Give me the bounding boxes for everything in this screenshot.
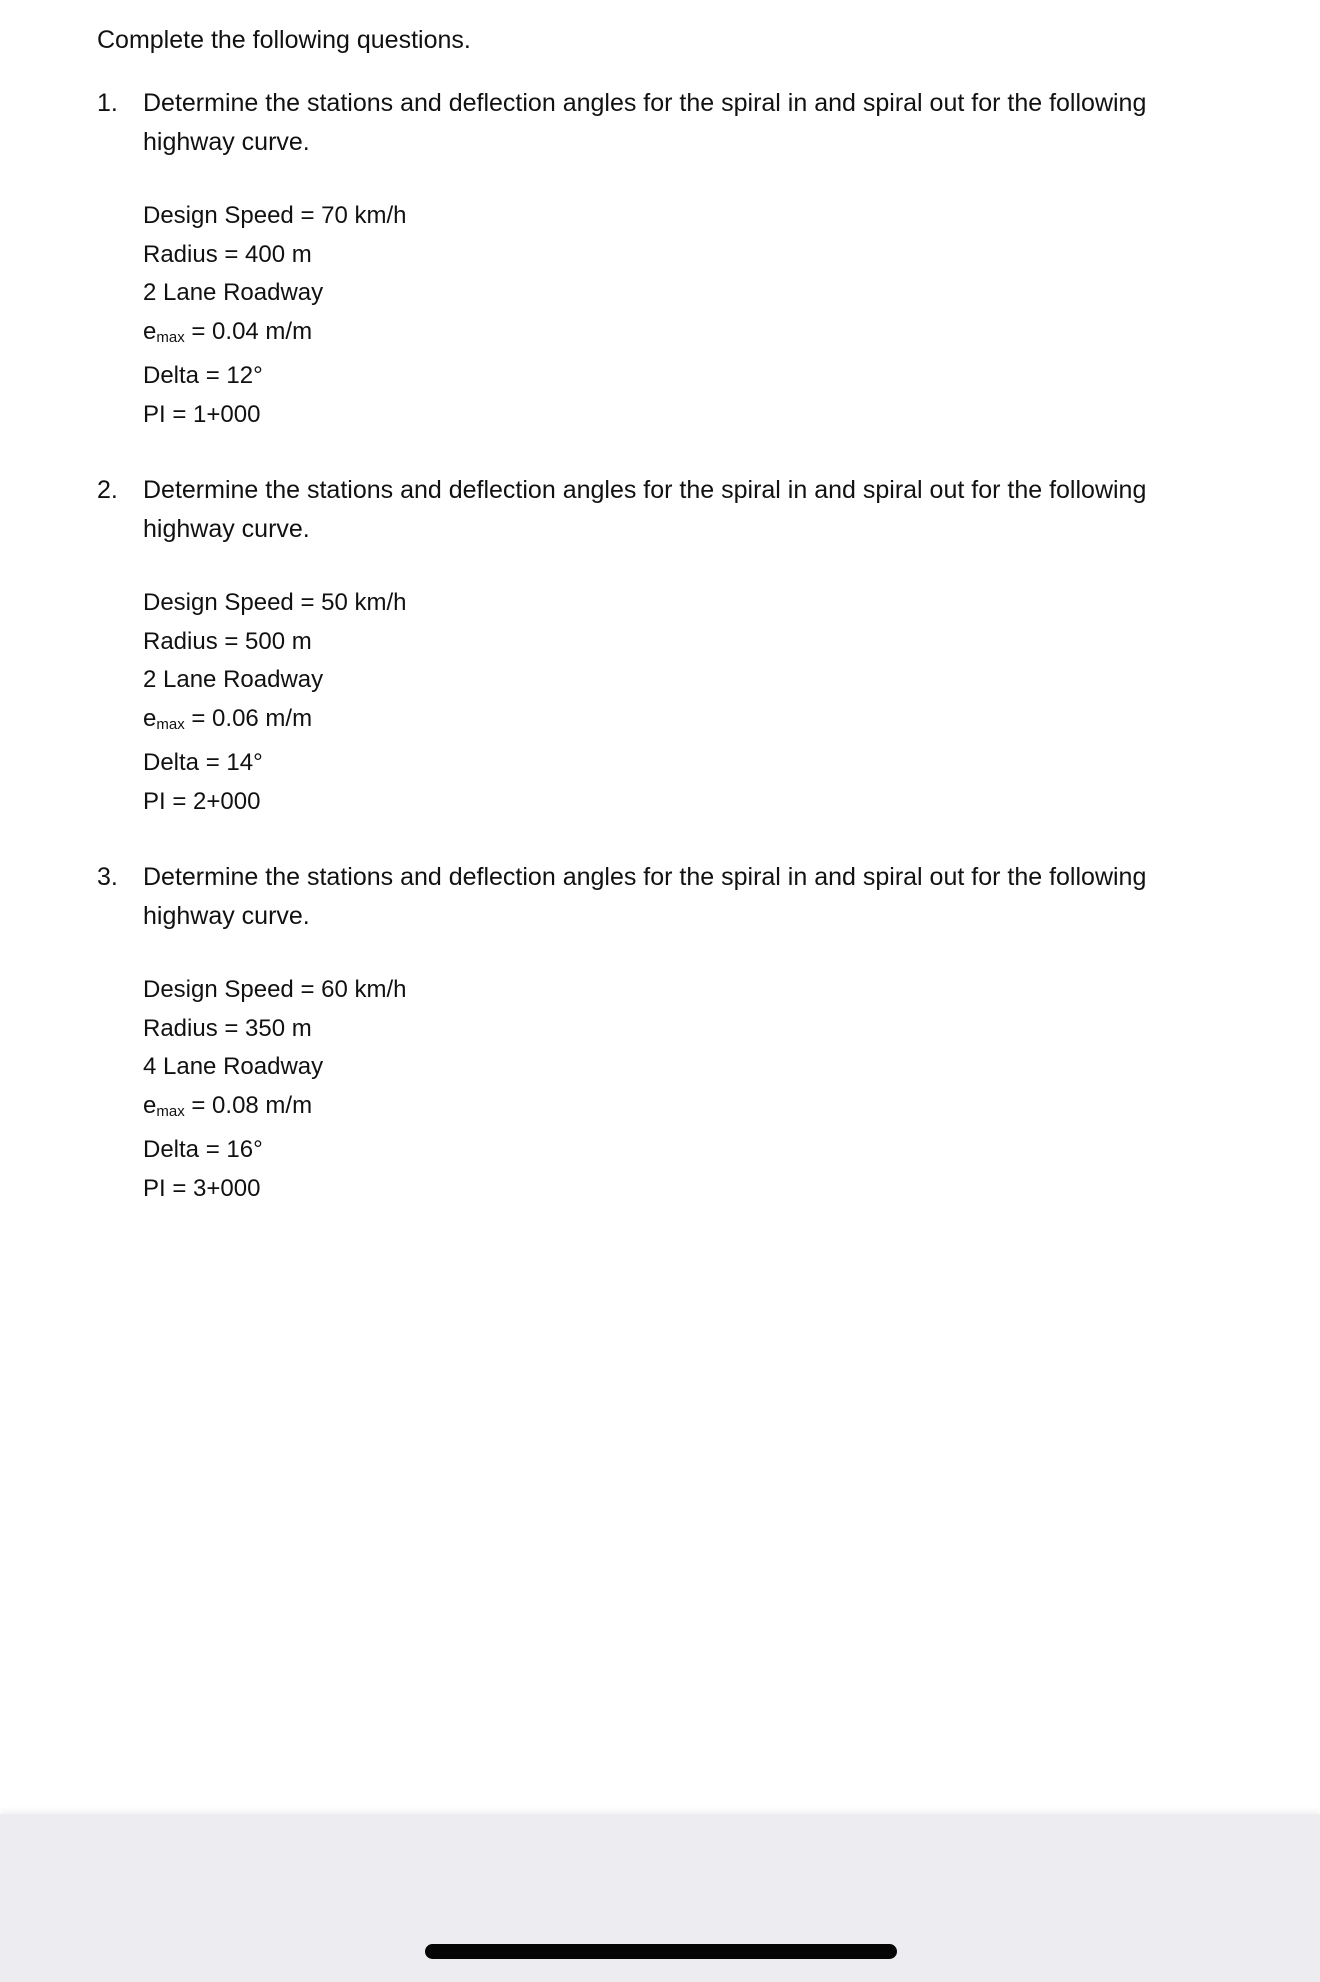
question-parameters (143, 197, 407, 435)
design-speed: Design Speed = 60 km/h (143, 976, 407, 1003)
home-indicator[interactable] (425, 1944, 897, 1959)
emax-subscript: max (156, 1102, 185, 1120)
pi-station: PI = 1+000 (143, 400, 261, 428)
question-text: Determine the stations and deflection angles for the spiral in and spiral out for the following highway curve. (143, 476, 1147, 543)
delta: Delta = 16° (143, 1136, 263, 1164)
emax-symbol: e (143, 317, 157, 345)
emax (143, 313, 407, 358)
lane-count: 4 Lane Roadway (143, 1053, 324, 1081)
question-number: 3. (97, 863, 118, 891)
emax-symbol: e (143, 1091, 157, 1119)
question-parameters (143, 584, 407, 822)
emax-value: = 0.06 m/m (184, 704, 313, 732)
emax-subscript: max (156, 715, 185, 733)
emax-symbol: e (143, 704, 157, 732)
question-text: Determine the stations and deflection angles for the spiral in and spiral out for the following highway curve. (143, 89, 1147, 156)
delta: Delta = 14° (143, 749, 263, 777)
question-number: 1. (97, 89, 118, 117)
lane-count: 2 Lane Roadway (143, 279, 324, 307)
radius: Radius = 400 m (143, 240, 312, 268)
instructions-heading: Complete the following questions. (97, 26, 471, 54)
emax-subscript: max (156, 328, 185, 346)
question-parameters (143, 971, 407, 1209)
emax (143, 1087, 407, 1132)
pi-station: PI = 3+000 (143, 1174, 261, 1202)
lane-count: 2 Lane Roadway (143, 666, 324, 694)
radius: Radius = 500 m (143, 627, 312, 655)
design-speed: Design Speed = 50 km/h (143, 589, 407, 616)
radius: Radius = 350 m (143, 1014, 312, 1042)
emax-value: = 0.04 m/m (184, 317, 313, 345)
question-text: Determine the stations and deflection angles for the spiral in and spiral out for the following highway curve. (143, 863, 1147, 930)
pi-station: PI = 2+000 (143, 787, 261, 815)
delta: Delta = 12° (143, 362, 263, 390)
emax-value: = 0.08 m/m (184, 1091, 313, 1119)
emax (143, 700, 407, 745)
design-speed: Design Speed = 70 km/h (143, 202, 407, 229)
question-number: 2. (97, 476, 118, 504)
